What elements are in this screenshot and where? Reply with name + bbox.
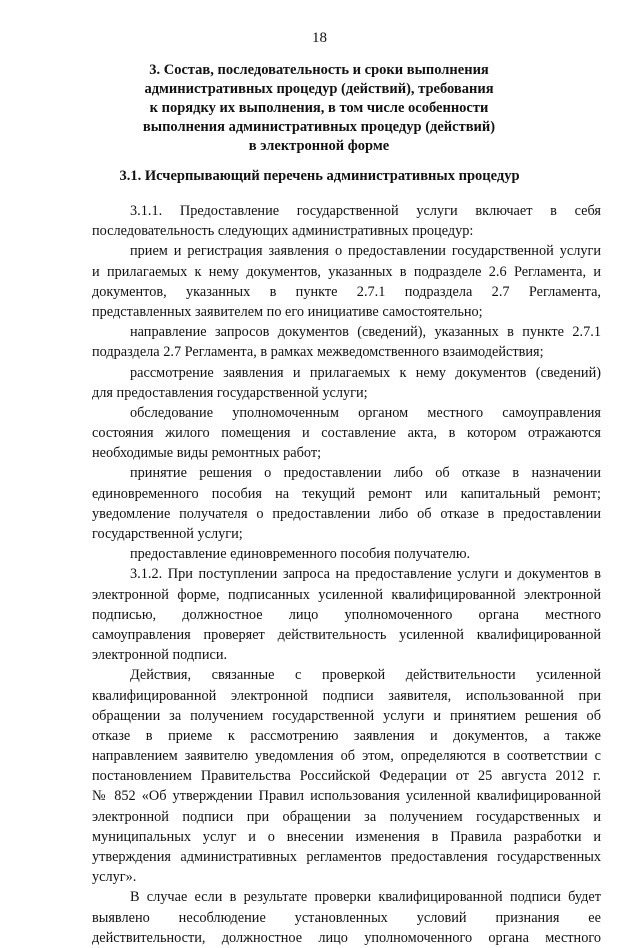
section-title [130, 61, 508, 156]
text-line: подписью, должностное лицо уполномоченного органа местного [92, 606, 601, 623]
text-line: самоуправления проверяет действительность усиленной квалифицированной [92, 626, 601, 643]
text-line: уведомление получателя о предоставлении либо об отказе в предоставлении [92, 505, 601, 522]
text-line: необходимые виды ремонтных работ; [92, 445, 322, 462]
text-line: обращении за получением государственной услуги и принятием решения об [92, 707, 601, 724]
page-number: 18 [312, 30, 327, 46]
text-line: принятие решения о предоставлении либо об отказе в назначении [130, 465, 601, 482]
text-line: направление запросов документов (сведений), указанных в пункте 2.7.1 [130, 324, 601, 341]
text-line: документов, указанных в пункте 2.7.1 подраздела 2.7 Регламента, [92, 283, 601, 300]
text-line: утверждения административных регламентов предоставления государственных [92, 849, 601, 865]
section-title-line: к порядку их выполнения, в том числе особенности [149, 100, 489, 116]
subsection-title: 3.1. Исчерпывающий перечень административных процедур [119, 168, 520, 184]
text-line: электронной подписи. [92, 647, 228, 664]
section-title-line: в электронной форме [248, 138, 390, 154]
text-line: № 852 «Об утверждении Правил использования усиленной квалифицированной [92, 788, 601, 805]
text-line: услуг». [92, 869, 137, 886]
text-line: предоставление единовременного пособия получателю. [130, 546, 471, 563]
text-line: последовательность следующих административных процедур: [92, 223, 474, 240]
text-line: выявлено несоблюдение установленных условий признания ее [92, 909, 601, 926]
text-line: Действия, связанные с проверкой действительности усиленной [130, 667, 601, 684]
text-line: квалифицированной электронной подписи заявителя, использованной при [92, 687, 601, 704]
text-line: 3.1.1. Предоставление государственной услуги включает в себя [130, 203, 601, 219]
text-line: направлением заявителю уведомления об этом, определяются в соответствии с [92, 748, 601, 765]
text-line: постановлением Правительства Российской Федерации от 25 августа 2012 г. [92, 768, 601, 785]
text-line: состояния жилого помещения и составление акта, в котором отражаются [92, 425, 601, 442]
text-line: электронной форме, подписанных усиленной квалифицированной электронной [92, 586, 601, 603]
text-line: представленных заявителем по его инициативе самостоятельно; [92, 303, 483, 320]
text-line: рассмотрение заявления и прилагаемых к нему документов (сведений) [130, 364, 601, 381]
text-line: единовременного пособия на текущий ремонт или капитальный ремонт; [92, 485, 601, 502]
body-text [92, 201, 601, 948]
text-line: муниципальных услуг и о внесении изменения в Правила разработки и [92, 828, 601, 845]
text-line: действительности, должностное лицо уполномоченного органа местного [92, 929, 601, 946]
text-line: обследование уполномоченным органом местного самоуправления [130, 404, 601, 421]
text-line: В случае если в результате проверки квалифицированной подписи будет [130, 889, 601, 906]
text-line: прием и регистрация заявления о предоставлении государственной услуги [130, 243, 601, 260]
text-line: отказе в приеме к рассмотрению заявления и документов, а также [92, 727, 601, 744]
text-line: электронной подписи при обращении за получением государственных и [92, 808, 601, 825]
text-line: подраздела 2.7 Регламента, в рамках межведомственного взаимодействия; [92, 344, 544, 361]
section-title-line: административных процедур (действий), требования [144, 81, 494, 97]
section-title-line: выполнения административных процедур (действий) [142, 119, 496, 135]
text-line: 3.1.2. При поступлении запроса на предоставление услуги и документов в [130, 566, 601, 583]
section-title-line: 3. Состав, последовательность и сроки выполнения [149, 62, 489, 78]
text-line: для предоставления государственной услуги; [92, 384, 368, 401]
text-line: и прилагаемых к нему документов, указанных в подразделе 2.6 Регламента, и [92, 263, 601, 280]
text-line: государственной услуги; [92, 526, 243, 542]
